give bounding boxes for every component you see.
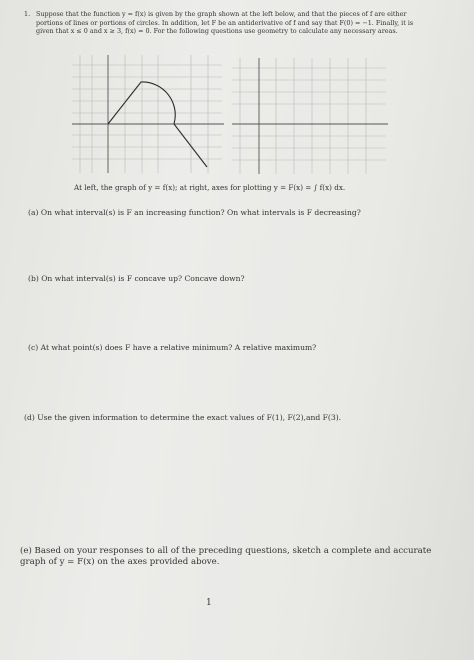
graph-f-curve	[108, 82, 207, 167]
question-e: (e) Based on your responses to all of the preceding questions, sketch a complete and accurate graph of y = F(x) on the axes provided above.	[20, 546, 432, 567]
problem-intro	[24, 10, 416, 36]
page-number: 1	[206, 598, 212, 608]
question-a: (a) On what interval(s) is F an increasing function? On what intervals is F decreasing?	[28, 208, 361, 217]
graph-f-grid	[72, 55, 222, 173]
graph-F-axes[interactable]	[232, 58, 388, 176]
graph-caption: At left, the graph of y = f(x); at right, axes for plotting y = F(x) = ∫ f(x) dx.	[74, 183, 346, 192]
problem-number: 1.	[24, 10, 31, 18]
question-b: (b) On what interval(s) is F concave up? Concave down?	[28, 274, 245, 283]
problem-statement: Suppose that the function y = f(x) is given by the graph shown at the left below, and that the pieces of f are either portions of lines or portions of circles. In addition, let F be an antiderivative of f and say that F(0) = −1. Finally, it is given that x ≤ 0 and x ≥ 3, f(x) = 0. For the following questions use geometry to calculate any necessary areas.	[36, 10, 414, 36]
question-d: (d) Use the given information to determine the exact values of F(1), F(2),and F(3).	[24, 413, 342, 422]
graph-F-grid	[232, 58, 386, 174]
question-c: (c) At what point(s) does F have a relative minimum? A relative maximum?	[28, 343, 317, 352]
graph-f	[72, 55, 224, 175]
